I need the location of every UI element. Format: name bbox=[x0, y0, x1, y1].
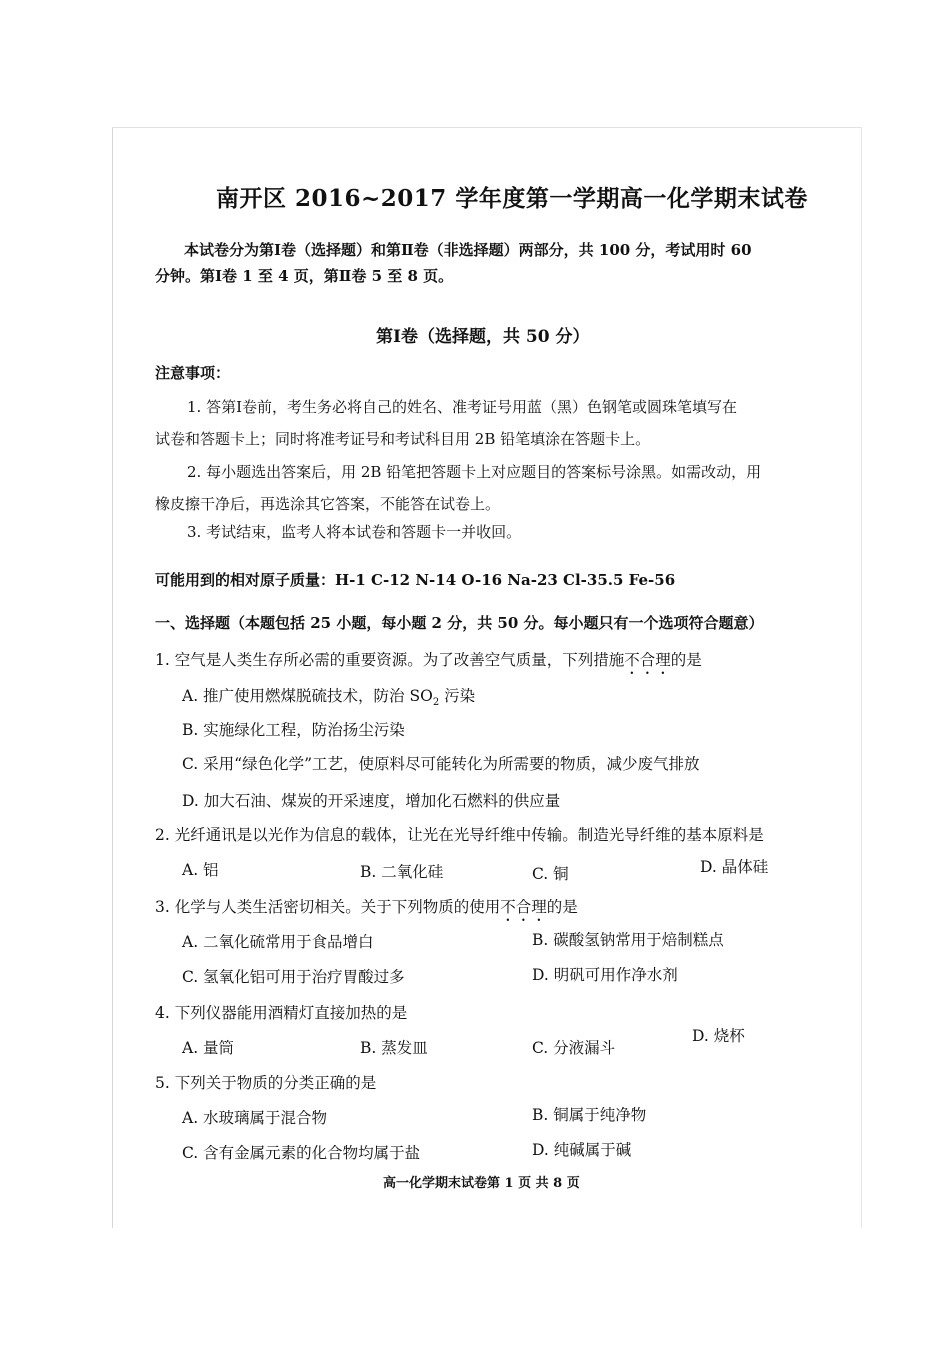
question-5-option-d: D. 纯碱属于碱 bbox=[532, 1141, 632, 1159]
question-5-option-c: C. 含有金属元素的化合物均属于盐 bbox=[182, 1144, 421, 1162]
question-1-option-a: A. 推广使用燃煤脱硫技术，防治 $SO_2$ 污染 bbox=[182, 687, 476, 709]
question-2-option-a: A. 铝 bbox=[182, 861, 219, 879]
question-2-option-b: B. 二氧化硅 bbox=[360, 863, 444, 881]
question-5-option-b: B. 铜属于纯净物 bbox=[532, 1106, 647, 1124]
notice-item-2: 2. 每小题选出答案后，用 2B 铅笔把答题卡上对应题目的答案标号涂黑。如需改动，用 bbox=[187, 463, 762, 481]
intro-line-1: 本试卷分为第Ⅰ卷（选择题）和第Ⅱ卷（非选择题）两部分，共 100 分，考试用时 60 bbox=[184, 241, 752, 259]
page-footer: 高一化学期末试卷第 1 页 共 8 页 bbox=[383, 1176, 580, 1191]
question-4-option-c: C. 分液漏斗 bbox=[532, 1039, 616, 1057]
emphasis-not-reasonable: 不合理 bbox=[500, 898, 547, 916]
question-3-stem: 3. 化学与人类生活密切相关。关于下列物质的使用不合理的是 bbox=[155, 898, 578, 916]
question-5-stem: 5. 下列关于物质的分类正确的是 bbox=[155, 1074, 377, 1092]
exam-title: 南开区 2016~2017 学年度第一学期高一化学期末试卷 bbox=[216, 185, 808, 212]
question-4-stem: 4. 下列仪器能用酒精灯直接加热的是 bbox=[155, 1004, 408, 1022]
notice-item-3: 3. 考试结束，监考人将本试卷和答题卡一并收回。 bbox=[187, 523, 522, 541]
question-1-option-b: B. 实施绿化工程，防治扬尘污染 bbox=[182, 721, 405, 739]
emphasis-not-reasonable: 不合理 bbox=[624, 651, 671, 669]
notice-item-1-cont: 试卷和答题卡上；同时将准考证号和考试科目用 2B 铅笔填涂在答题卡上。 bbox=[155, 430, 651, 448]
question-2-option-d: D. 晶体硅 bbox=[700, 858, 769, 876]
question-1-option-d: D. 加大石油、煤炭的开采速度，增加化石燃料的供应量 bbox=[182, 792, 561, 810]
question-1-stem: 1. 空气是人类生存所必需的重要资源。为了改善空气质量，下列措施不合理的是 bbox=[155, 651, 702, 669]
question-2-option-c: C. 铜 bbox=[532, 865, 569, 883]
question-4-option-b: B. 蒸发皿 bbox=[360, 1039, 428, 1057]
notice-heading: 注意事项： bbox=[155, 364, 231, 382]
question-3-option-d: D. 明矾可用作净水剂 bbox=[532, 966, 678, 984]
question-1-option-c: C. 采用“绿色化学”工艺，使原料尽可能转化为所需要的物质，减少废气排放 bbox=[182, 755, 700, 773]
intro-line-2: 分钟。第Ⅰ卷 1 至 4 页，第Ⅱ卷 5 至 8 页。 bbox=[155, 267, 454, 285]
question-3-option-c: C. 氢氧化铝可用于治疗胃酸过多 bbox=[182, 968, 405, 986]
section-heading: 一、选择题（本题包括 25 小题，每小题 2 分，共 50 分。每小题只有一个选项符合题意） bbox=[155, 614, 764, 632]
question-3-option-a: A. 二氧化硫常用于食品增白 bbox=[182, 933, 374, 951]
question-4-option-a: A. 量筒 bbox=[182, 1039, 235, 1057]
part1-title: 第Ⅰ卷（选择题，共 50 分） bbox=[376, 327, 590, 347]
question-5-option-a: A. 水玻璃属于混合物 bbox=[182, 1109, 328, 1127]
question-2-stem: 2. 光纤通讯是以光作为信息的载体，让光在光导纤维中传输。制造光导纤维的基本原料是 bbox=[155, 826, 764, 844]
atomic-masses: 可能用到的相对原子质量：H-1 C-12 N-14 O-16 Na-23 Cl-35.5 Fe-56 bbox=[155, 571, 676, 589]
notice-item-1: 1. 答第Ⅰ卷前，考生务必将自己的姓名、准考证号用蓝（黑）色钢笔或圆珠笔填写在 bbox=[187, 398, 738, 416]
question-4-option-d: D. 烧杯 bbox=[692, 1027, 745, 1045]
notice-item-2-cont: 橡皮擦干净后，再选涂其它答案，不能答在试卷上。 bbox=[155, 495, 501, 513]
question-3-option-b: B. 碳酸氢钠常用于焙制糕点 bbox=[532, 931, 724, 949]
